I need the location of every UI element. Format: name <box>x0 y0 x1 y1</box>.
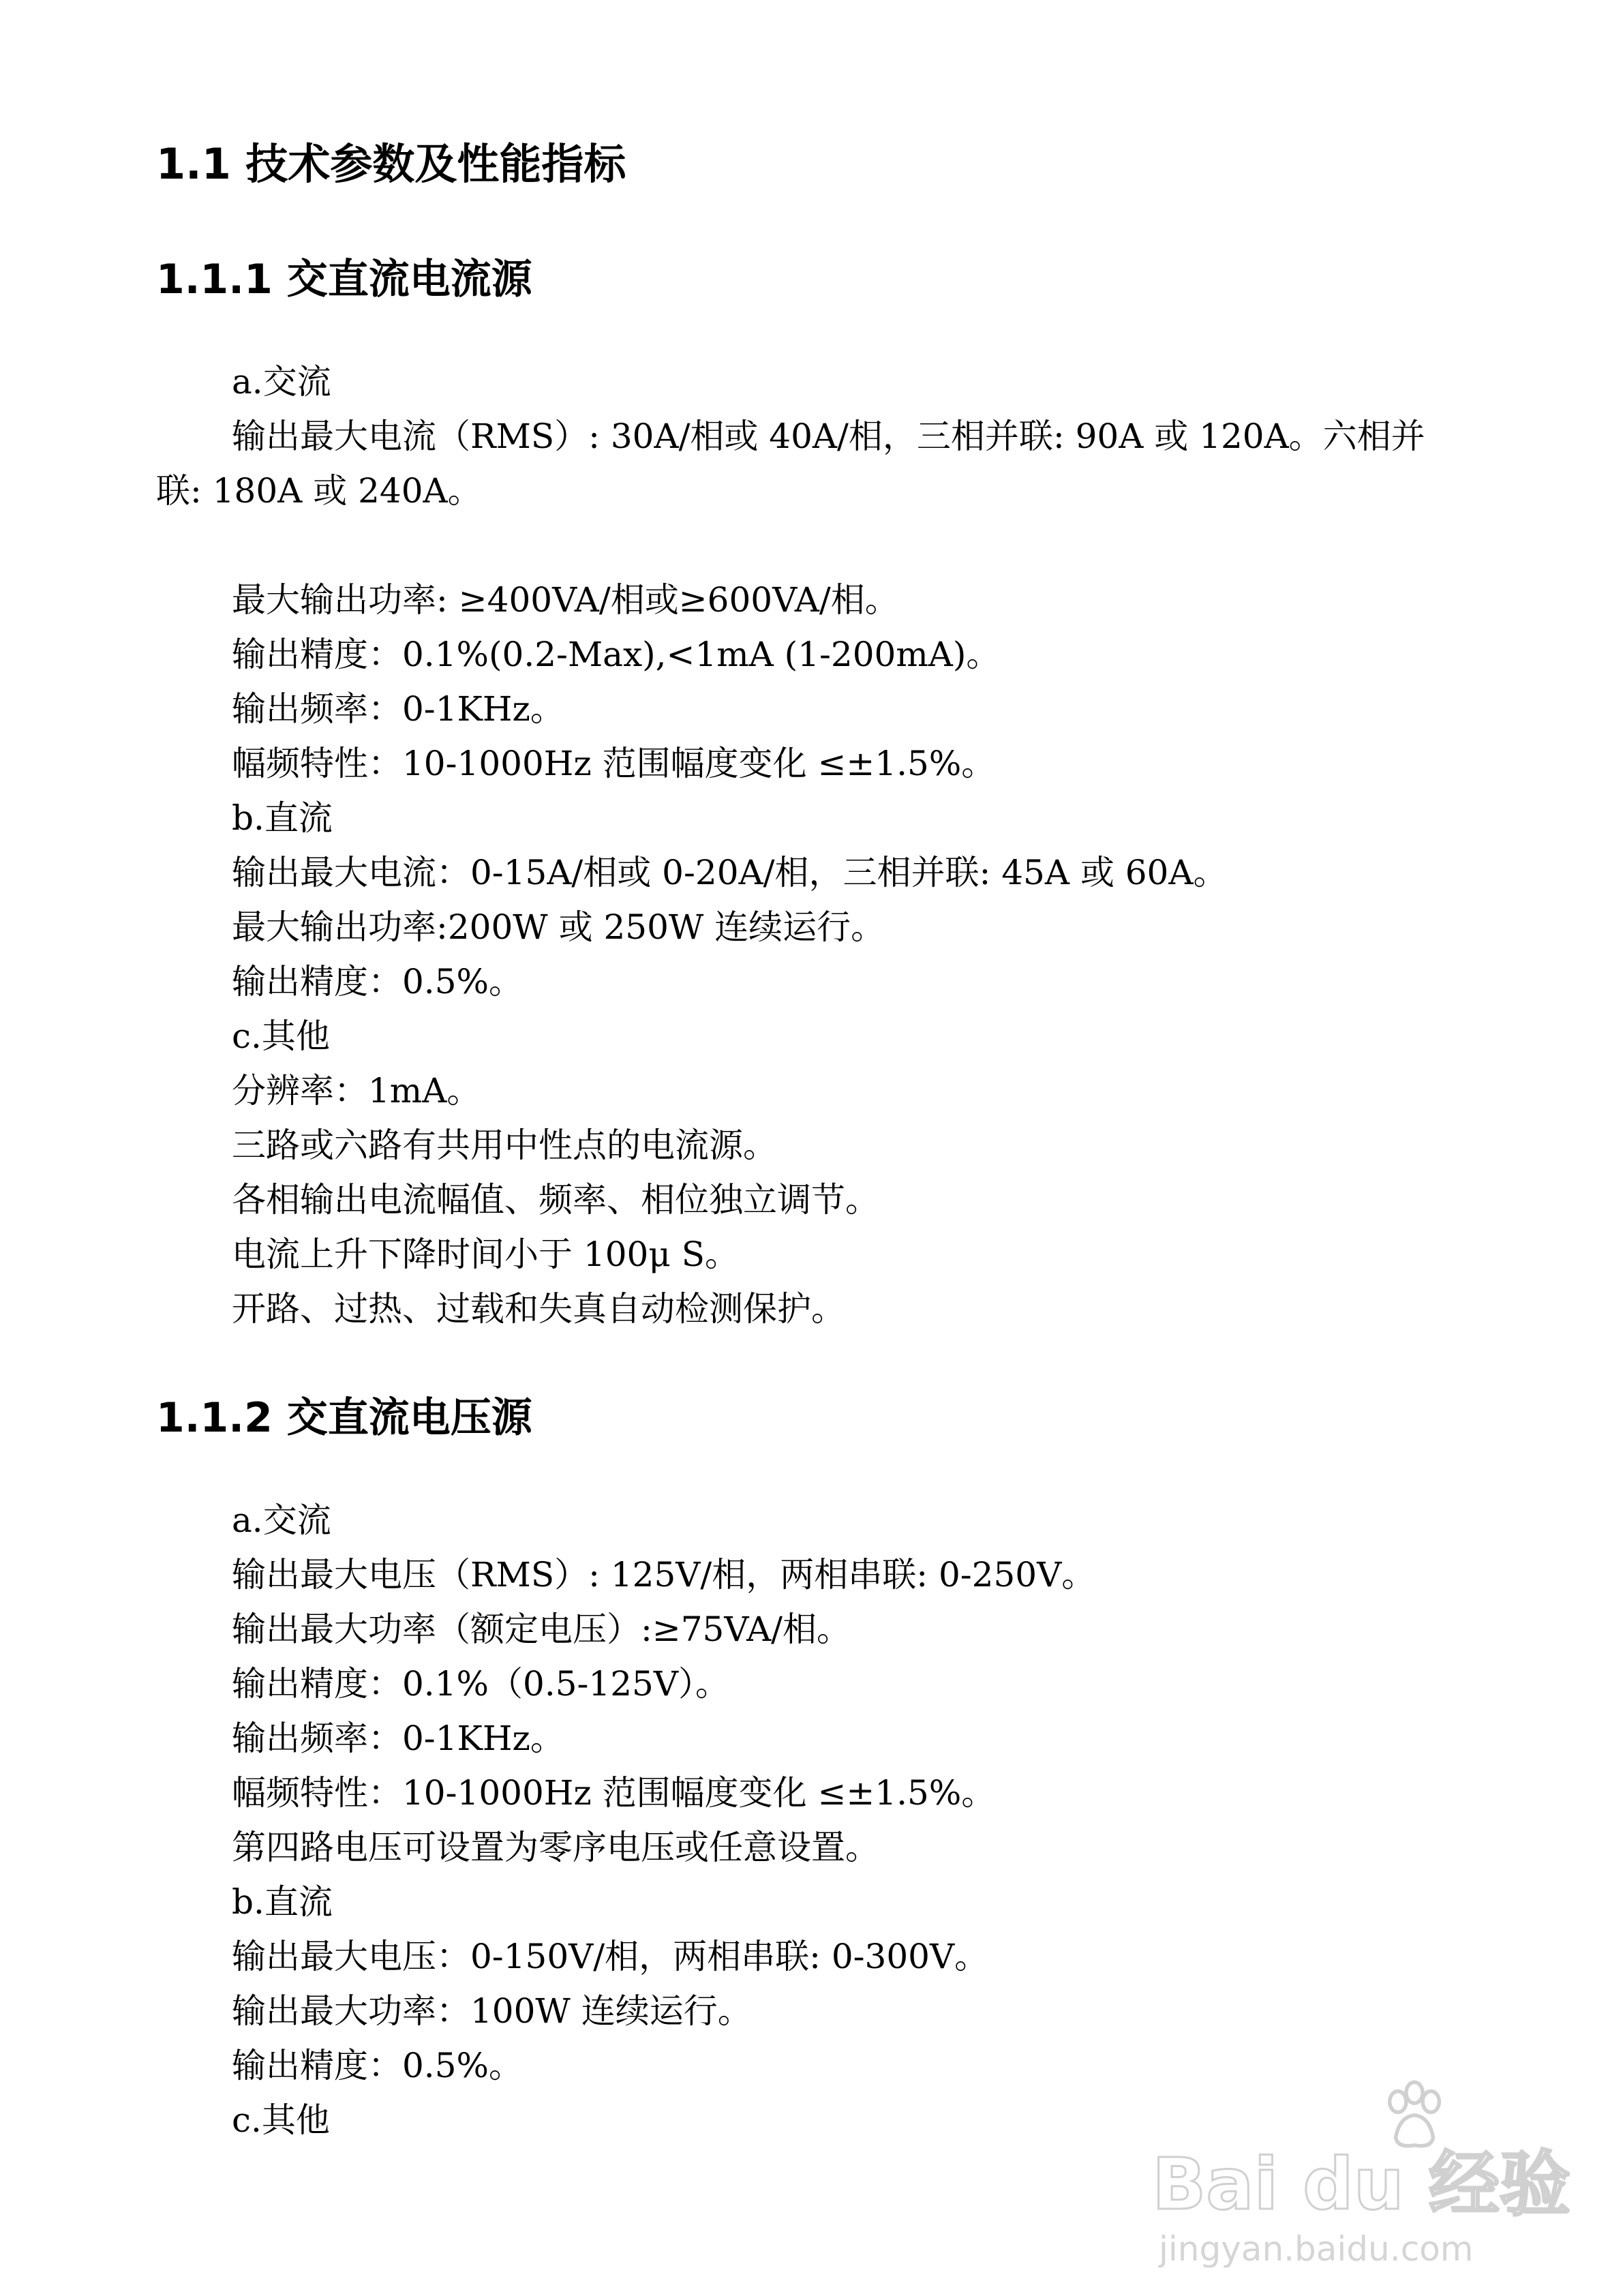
v-ac-label: a.交流 <box>232 1500 331 1540</box>
dc-output-accuracy: 输出精度：0.5%。 <box>232 962 524 1001</box>
other-protection: 开路、过热、过载和失真自动检测保护。 <box>232 1289 845 1329</box>
baidu-watermark <box>1152 2127 1571 2284</box>
other-resolution: 分辨率：1mA。 <box>232 1071 481 1111</box>
dc-label: b.直流 <box>232 798 333 838</box>
ac-max-power: 最大输出功率: ≥400VA/相或≥600VA/相。 <box>232 580 899 620</box>
ac-label: a.交流 <box>232 362 331 402</box>
v-ac-max-power: 输出最大功率（额定电压）:≥75VA/相。 <box>232 1610 851 1649</box>
v-dc-output-accuracy: 输出精度：0.5%。 <box>232 2046 524 2085</box>
v-ac-fourth-channel: 第四路电压可设置为零序电压或任意设置。 <box>232 1828 879 1867</box>
ac-amplitude-frequency: 幅频特性：10-1000Hz 范围幅度变化 ≤±1.5%。 <box>232 744 996 783</box>
ac-output-accuracy: 输出精度：0.1%(0.2-Max),<1mA (1-200mA)。 <box>232 635 1001 674</box>
v-dc-max-voltage: 输出最大电压：0-150V/相，两相串联: 0-300V。 <box>232 1937 989 1976</box>
subsection-heading-voltage-source: 1.1.2 交直流电压源 <box>156 1394 532 1442</box>
dc-max-current: 输出最大电流：0-15A/相或 0-20A/相，三相并联: 45A 或 60A。 <box>232 853 1228 892</box>
other-common-neutral: 三路或六路有共用中性点的电流源。 <box>232 1126 777 1165</box>
ac-max-current-line-continued: 联: 180A 或 240A。 <box>156 471 482 511</box>
section-title: 1.1 技术参数及性能指标 <box>156 139 626 189</box>
v-ac-max-voltage: 输出最大电压（RMS）: 125V/相，两相串联: 0-250V。 <box>232 1555 1096 1595</box>
v-dc-max-power: 输出最大功率：100W 连续运行。 <box>232 1991 752 2031</box>
v-dc-label: b.直流 <box>232 1882 333 1922</box>
v-other-label: c.其他 <box>232 2100 330 2140</box>
v-ac-output-accuracy: 输出精度：0.1%（0.5-125V）。 <box>232 1664 729 1704</box>
watermark-logo-text: Bai du 经验 <box>1152 2143 1571 2226</box>
ac-output-frequency: 输出频率：0-1KHz。 <box>232 689 564 729</box>
other-rise-fall-time: 电流上升下降时间小于 100μ S。 <box>232 1235 739 1274</box>
v-ac-amplitude-frequency: 幅频特性：10-1000Hz 范围幅度变化 ≤±1.5%。 <box>232 1773 996 1813</box>
dc-max-power: 最大输出功率:200W 或 250W 连续运行。 <box>232 907 885 947</box>
v-ac-output-frequency: 输出频率：0-1KHz。 <box>232 1719 564 1758</box>
subsection-heading-current-source: 1.1.1 交直流电流源 <box>156 256 532 303</box>
watermark-url: jingyan.baidu.com <box>1159 2229 1474 2269</box>
other-independent-adjustment: 各相输出电流幅值、频率、相位独立调节。 <box>232 1180 879 1220</box>
ac-max-current-line: 输出最大电流（RMS）: 30A/相或 40A/相，三相并联: 90A 或 120A。六相并 <box>232 417 1425 456</box>
other-label: c.其他 <box>232 1016 330 1056</box>
